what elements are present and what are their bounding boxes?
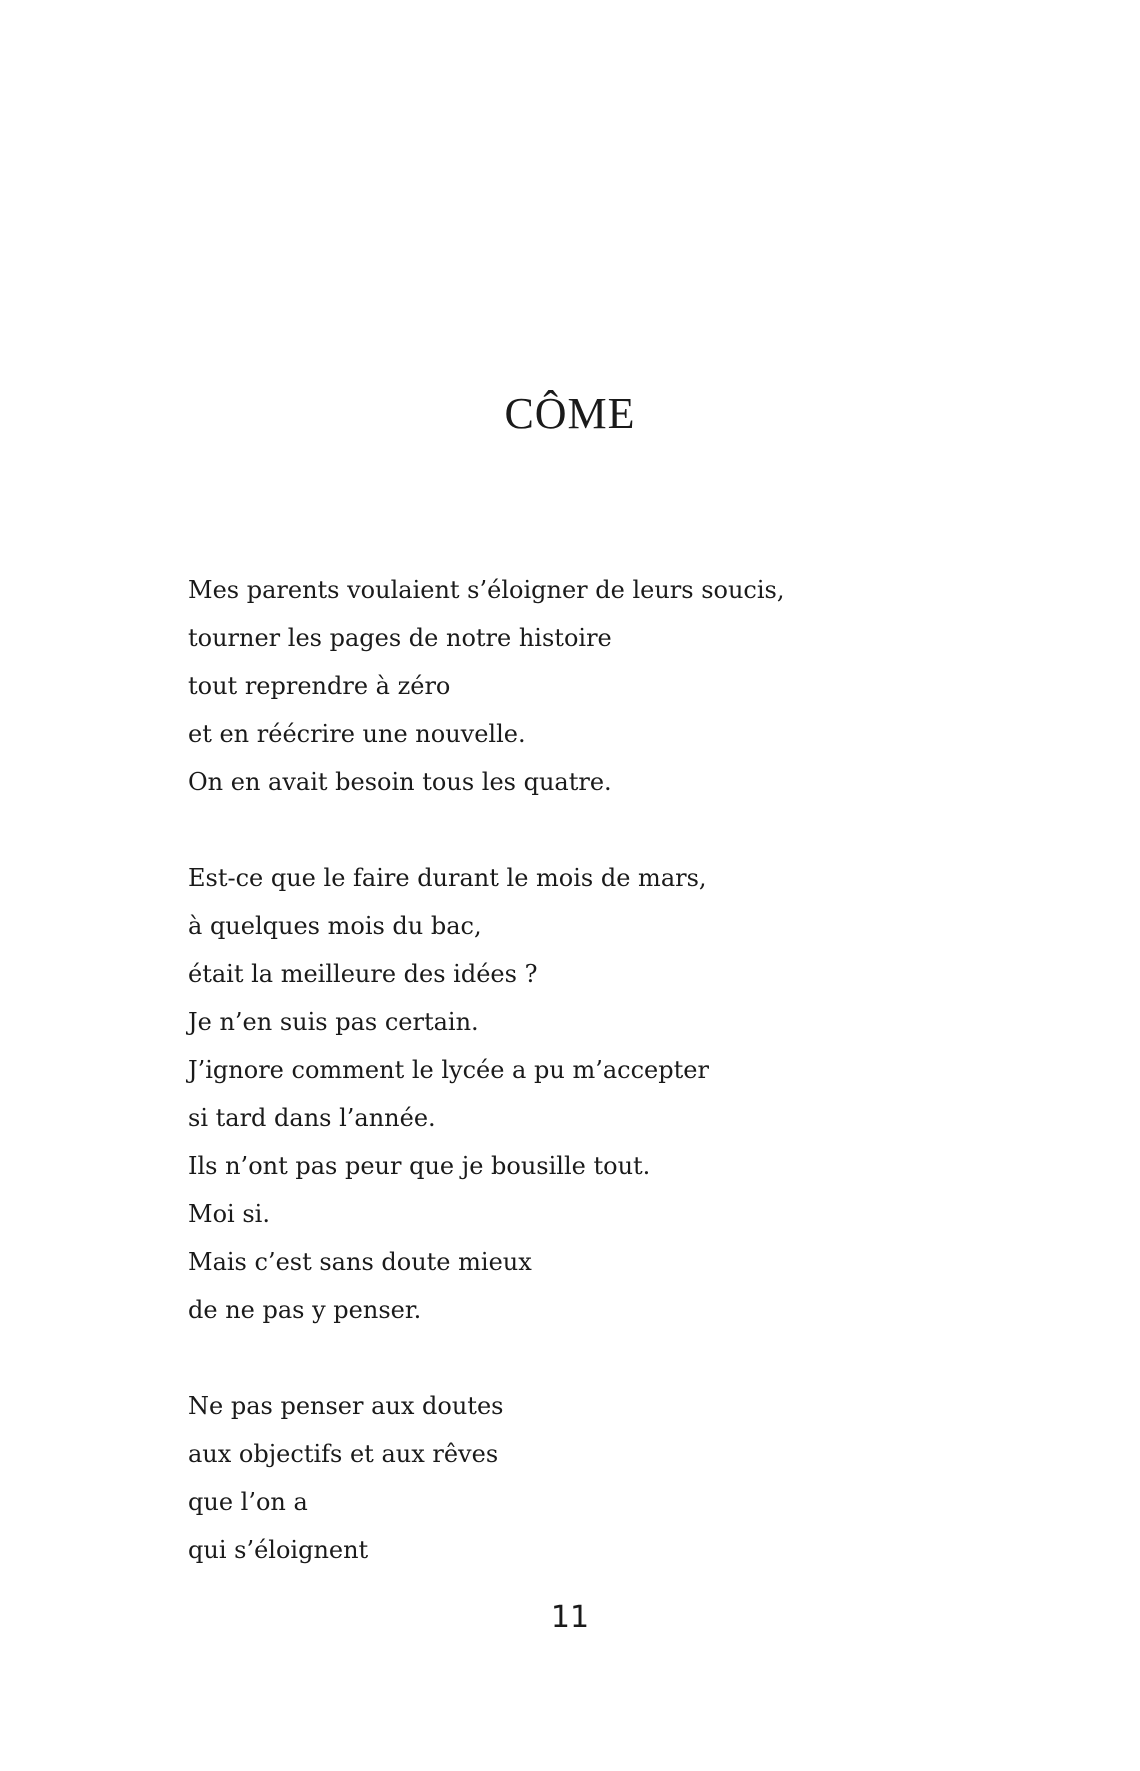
poem-line: tout reprendre à zéro — [188, 672, 451, 700]
stanza-2 — [188, 854, 968, 1334]
poem-line: était la meilleure des idées ? — [188, 960, 538, 988]
poem-line: Je n’en suis pas certain. — [188, 1008, 479, 1036]
poem-line: tourner les pages de notre histoire — [188, 624, 612, 652]
poem-line: qui s’éloignent — [188, 1536, 369, 1564]
chapter-title: CÔME — [504, 389, 636, 438]
stanza-1 — [188, 566, 968, 806]
poem-line: Mes parents voulaient s’éloigner de leurs soucis, — [188, 576, 785, 604]
poem-line: et en réécrire une nouvelle. — [188, 720, 526, 748]
poem-line: que l’on a — [188, 1488, 308, 1516]
poem-line: Moi si. — [188, 1200, 270, 1228]
poem-line: de ne pas y penser. — [188, 1296, 422, 1324]
poem-line: aux objectifs et aux rêves — [188, 1440, 499, 1468]
poem-line: si tard dans l’année. — [188, 1104, 436, 1132]
stanza-3 — [188, 1382, 968, 1574]
poem-line: Est-ce que le faire durant le mois de mars, — [188, 864, 707, 892]
poem-line: On en avait besoin tous les quatre. — [188, 768, 612, 796]
poem-line: Ne pas penser aux doutes — [188, 1392, 504, 1420]
poem-body — [188, 566, 968, 1622]
poem-line: J’ignore comment le lycée a pu m’accepter — [188, 1056, 709, 1084]
poem-line: Mais c’est sans doute mieux — [188, 1248, 532, 1276]
poem-line: à quelques mois du bac, — [188, 912, 482, 940]
page-number: 11 — [550, 1600, 590, 1635]
poem-line: Ils n’ont pas peur que je bousille tout. — [188, 1152, 651, 1180]
